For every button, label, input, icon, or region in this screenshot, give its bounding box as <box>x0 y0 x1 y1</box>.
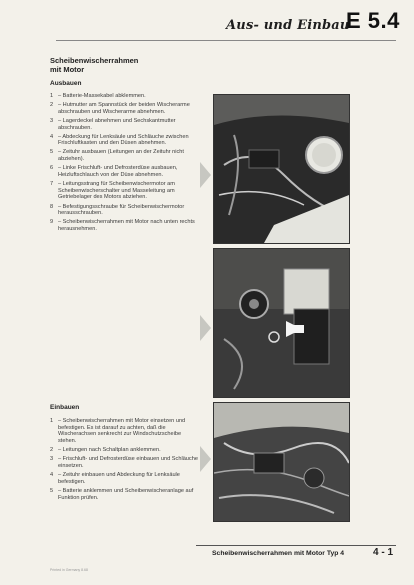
step-text: – Leitungsstrang für Scheibenwischermotor am Scheibenwischerschalter und Masseleitung am Getriebelager des Motors abziehen. <box>58 181 175 201</box>
print-note: Printed in Germany 8.68 <box>50 568 88 572</box>
step-text: – Linke Frischluft- und Defrosterdüse ausbauen, Heizluftschlauch von der Düse abnehmen. <box>58 165 178 178</box>
step-item <box>50 118 200 131</box>
step-text: – Batterie-Massekabel abklemmen. <box>58 93 146 99</box>
step-text: – Hutmutter am Spannstück der beiden Wischerarme abschrauben und Wischerarme abnehmen. <box>58 102 190 115</box>
step-text: – Zeituhr einbauen und Abdeckung für Lenksäule befestigen. <box>58 472 180 485</box>
photo-pointer-arrow <box>200 315 211 341</box>
removal-steps <box>50 93 200 235</box>
step-text: – Zeituhr ausbauen (Leitungen an der Zeituhr nicht abziehen). <box>58 149 184 163</box>
step-item <box>50 472 200 485</box>
step-number: 4 <box>50 472 54 479</box>
step-number: 2 <box>50 102 54 109</box>
step-number: 3 <box>50 117 54 124</box>
step-item <box>50 134 200 147</box>
step-item <box>50 219 200 232</box>
step-item <box>50 488 200 501</box>
section-title-line2: mit Motor <box>50 65 85 74</box>
footer-divider <box>196 545 396 546</box>
step-text: – Befestigungsschraube für Scheibenwischermotor herausschrauben. <box>58 203 185 217</box>
step-text: – Frischluft- und Defrosterdüse einbauen und Schläuche einsetzen. <box>58 456 198 469</box>
step-number: 1 <box>50 418 54 424</box>
step-item <box>50 93 200 100</box>
footer-title: Scheibenwischerrahmen mit Motor Typ 4 <box>212 550 345 557</box>
step-number: 5 <box>50 487 54 494</box>
photo-installation <box>213 402 350 522</box>
step-number: 7 <box>50 181 54 188</box>
photo-pointer-arrow <box>200 162 211 188</box>
step-number: 2 <box>50 447 54 454</box>
removal-heading: Ausbauen <box>50 80 82 87</box>
step-number: 4 <box>50 133 54 140</box>
step-text: – Scheibenwischerrahmen mit Motor nach unten rechts herausnehmen. <box>58 219 195 233</box>
installation-steps <box>50 418 200 504</box>
step-number: 3 <box>50 456 54 463</box>
section-title-line1: Scheibenwischerrahmen <box>50 56 139 65</box>
photo-pointer-arrow <box>200 446 211 472</box>
page-number: 4 - 1 <box>373 547 394 558</box>
page-header-title: Aus- und Einbau <box>226 18 350 33</box>
step-item <box>50 181 200 201</box>
step-item <box>50 456 200 469</box>
step-item <box>50 165 200 178</box>
header-divider <box>56 40 396 41</box>
step-item <box>50 447 200 454</box>
photo-dashboard-removed-cover <box>213 94 350 244</box>
section-code: E 5.4 <box>346 8 400 33</box>
step-number: 5 <box>50 149 54 156</box>
installation-heading: Einbauen <box>50 404 80 411</box>
step-text: – Abdeckung für Lenksäule und Schläuche zwischen Frischluftkasten und den Düsen abnehmen. <box>58 133 189 147</box>
step-item <box>50 149 200 162</box>
step-number: 9 <box>50 219 54 226</box>
photo-wiper-motor <box>213 248 350 398</box>
step-text: – Lagerdeckel abnehmen und Sechskantmutter abschrauben. <box>58 117 176 131</box>
step-item <box>50 418 200 445</box>
section-title <box>50 56 200 74</box>
step-text: – Scheibenwischerrahmen mit Motor einsetzen und befestigen. Es ist darauf zu achten, daß die Wischerachsen senkrecht zur Windschutzscheibe stehen. <box>58 418 186 445</box>
step-text: – Batterie anklemmen und Scheibenwischeranlage auf Funktion prüfen. <box>58 487 194 501</box>
step-number: 6 <box>50 165 54 172</box>
step-item <box>50 204 200 217</box>
step-item <box>50 102 200 115</box>
step-text: – Leitungen nach Schaltplan anklemmen. <box>58 447 161 454</box>
step-number: 8 <box>50 203 54 210</box>
step-number: 1 <box>50 93 54 99</box>
